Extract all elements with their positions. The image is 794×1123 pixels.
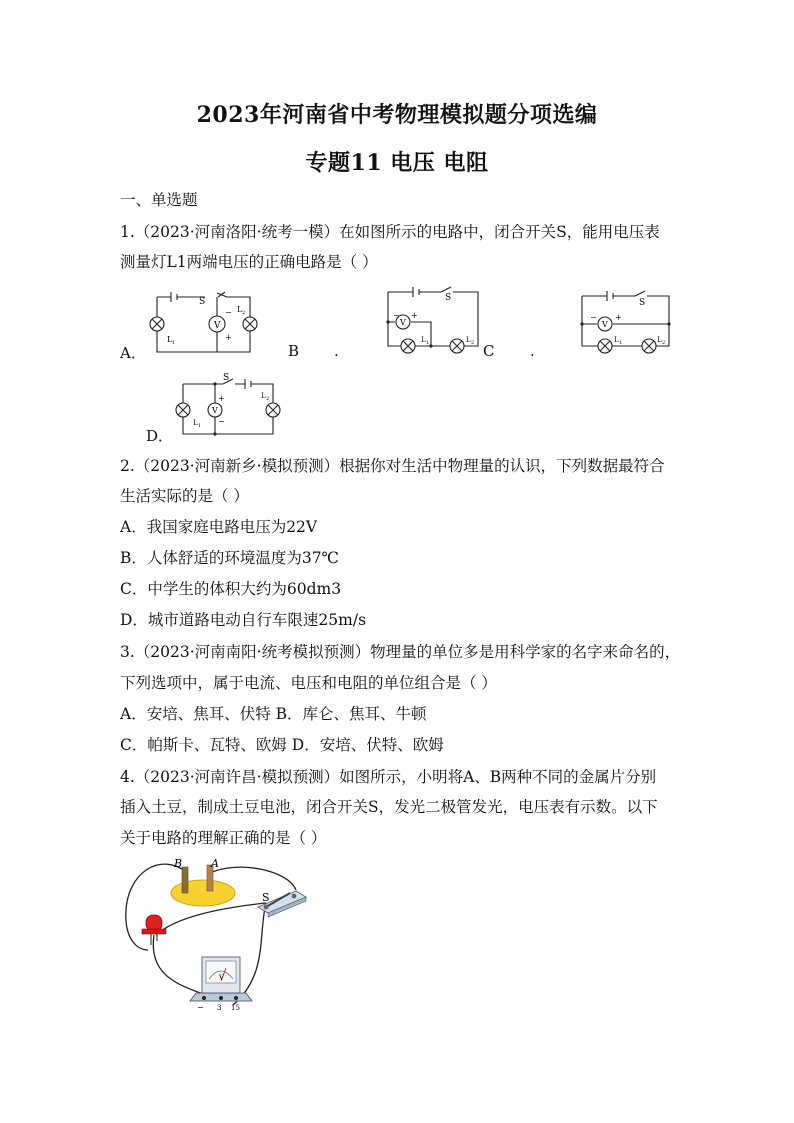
- q3-options-row1: A．安培、焦耳、伏特 B．库仑、焦耳、牛顿: [120, 705, 427, 723]
- plate-a-label: A: [211, 857, 219, 870]
- section-heading: 一、单选题: [120, 191, 198, 209]
- q3-options-row2: C．帕斯卡、瓦特、欧姆 D．安培、伏特、欧姆: [120, 736, 444, 754]
- plate-b-label: B: [174, 857, 183, 870]
- l1-label: L: [421, 336, 426, 344]
- switch-s-label: S: [445, 293, 452, 303]
- q1-option-d-label: D．: [146, 427, 174, 445]
- q4-stem-line2: 插入土豆，制成土豆电池，闭合开关S，发光二极管发光，电压表有示数。以下: [120, 798, 658, 816]
- q2-stem-line1: 2.（2023·河南新乡·模拟预测）根据你对生活中物理量的认识，下列数据最符合: [120, 457, 665, 475]
- page-title: 2023年河南省中考物理模拟题分项选编: [196, 102, 598, 128]
- voltmeter-v-label: V: [212, 406, 218, 415]
- q2-stem-line2: 生活实际的是（ ）: [120, 487, 249, 505]
- l1-sub-label: 1: [426, 340, 430, 346]
- q4-stem-line3: 关于电路的理解正确的是（ ）: [120, 829, 327, 847]
- circuit-a-diagram: [145, 284, 265, 358]
- l2-sub-label: 2: [662, 340, 666, 346]
- q1-option-b-label: B: [288, 342, 300, 360]
- voltmeter-v-label: V: [602, 320, 608, 329]
- l2-label: L: [237, 305, 243, 314]
- terminal-15-label: 15: [231, 1004, 240, 1012]
- circuit-b-diagram: [383, 282, 483, 356]
- plus-label: +: [218, 394, 225, 403]
- q1-stem-line2: 测量灯L1两端电压的正确电路是（ ）: [120, 253, 378, 271]
- plus-label: +: [411, 311, 418, 320]
- voltmeter-v-label: V: [400, 318, 406, 327]
- l1-sub-label: 1: [619, 340, 623, 346]
- potato-battery-figure: [118, 855, 318, 1020]
- l1-label: L: [193, 419, 198, 427]
- l2-sub-label: 2: [242, 310, 246, 316]
- minus-label: −: [393, 311, 400, 320]
- l2-label: L: [261, 392, 266, 400]
- l1-label: L: [167, 335, 173, 344]
- q3-stem-line2: 下列选项中，属于电流、电压和电阻的单位组合是（ ）: [120, 674, 497, 692]
- l1-sub-label: 1: [198, 423, 202, 429]
- meter-v-label: V: [219, 974, 225, 982]
- metal-plate-b: [182, 867, 188, 893]
- terminal-3-label: 3: [217, 1004, 222, 1012]
- q1-option-b-dot: .: [334, 342, 339, 360]
- page-subtitle: 专题11 电压 电阻: [305, 150, 489, 176]
- q2-option: D．城市道路电动自行车限速25m/s: [120, 611, 367, 629]
- q4-stem-line1: 4.（2023·河南许昌·模拟预测）如图所示，小明将A、B两种不同的金属片分别: [120, 768, 657, 786]
- q2-option: B．人体舒适的环境温度为37℃: [120, 549, 339, 567]
- q1-option-c-label: C: [483, 342, 495, 360]
- q1-option-a-label: A．: [120, 344, 146, 362]
- switch-s-label: S: [262, 891, 270, 904]
- potato: [171, 880, 235, 906]
- circuit-c-diagram: [577, 286, 673, 358]
- l2-sub-label: 2: [471, 340, 475, 346]
- voltmeter-v-label: V: [214, 321, 221, 331]
- q2-option: C．中学生的体积大约为60dm3: [120, 580, 342, 598]
- l2-label: L: [466, 336, 471, 344]
- plus-label: +: [615, 313, 622, 322]
- switch-s-label: S: [199, 297, 206, 307]
- q2-option: A．我国家庭电路电压为22V: [120, 518, 318, 536]
- l2-sub-label: 2: [266, 396, 270, 402]
- minus-label: −: [590, 313, 597, 322]
- minus-label: −: [218, 417, 225, 426]
- l1-sub-label: 1: [172, 340, 176, 346]
- l2-label: L: [657, 336, 662, 344]
- circuit-d-diagram: [173, 372, 283, 440]
- q3-stem-line1: 3.（2023·河南南阳·统考模拟预测）物理量的单位多是用科学家的名字来命名的，: [120, 643, 681, 661]
- switch-s-label: S: [223, 373, 230, 383]
- q1-stem-line1: 1.（2023·河南洛阳·统考一模）在如图所示的电路中，闭合开关S，能用电压表: [120, 223, 660, 241]
- l1-label: L: [614, 336, 619, 344]
- switch-s-label: S: [639, 298, 646, 308]
- q1-option-c-dot: .: [530, 342, 535, 360]
- plus-label: +: [225, 333, 232, 342]
- minus-label: −: [225, 308, 232, 317]
- terminal-minus-label: −: [197, 1003, 204, 1012]
